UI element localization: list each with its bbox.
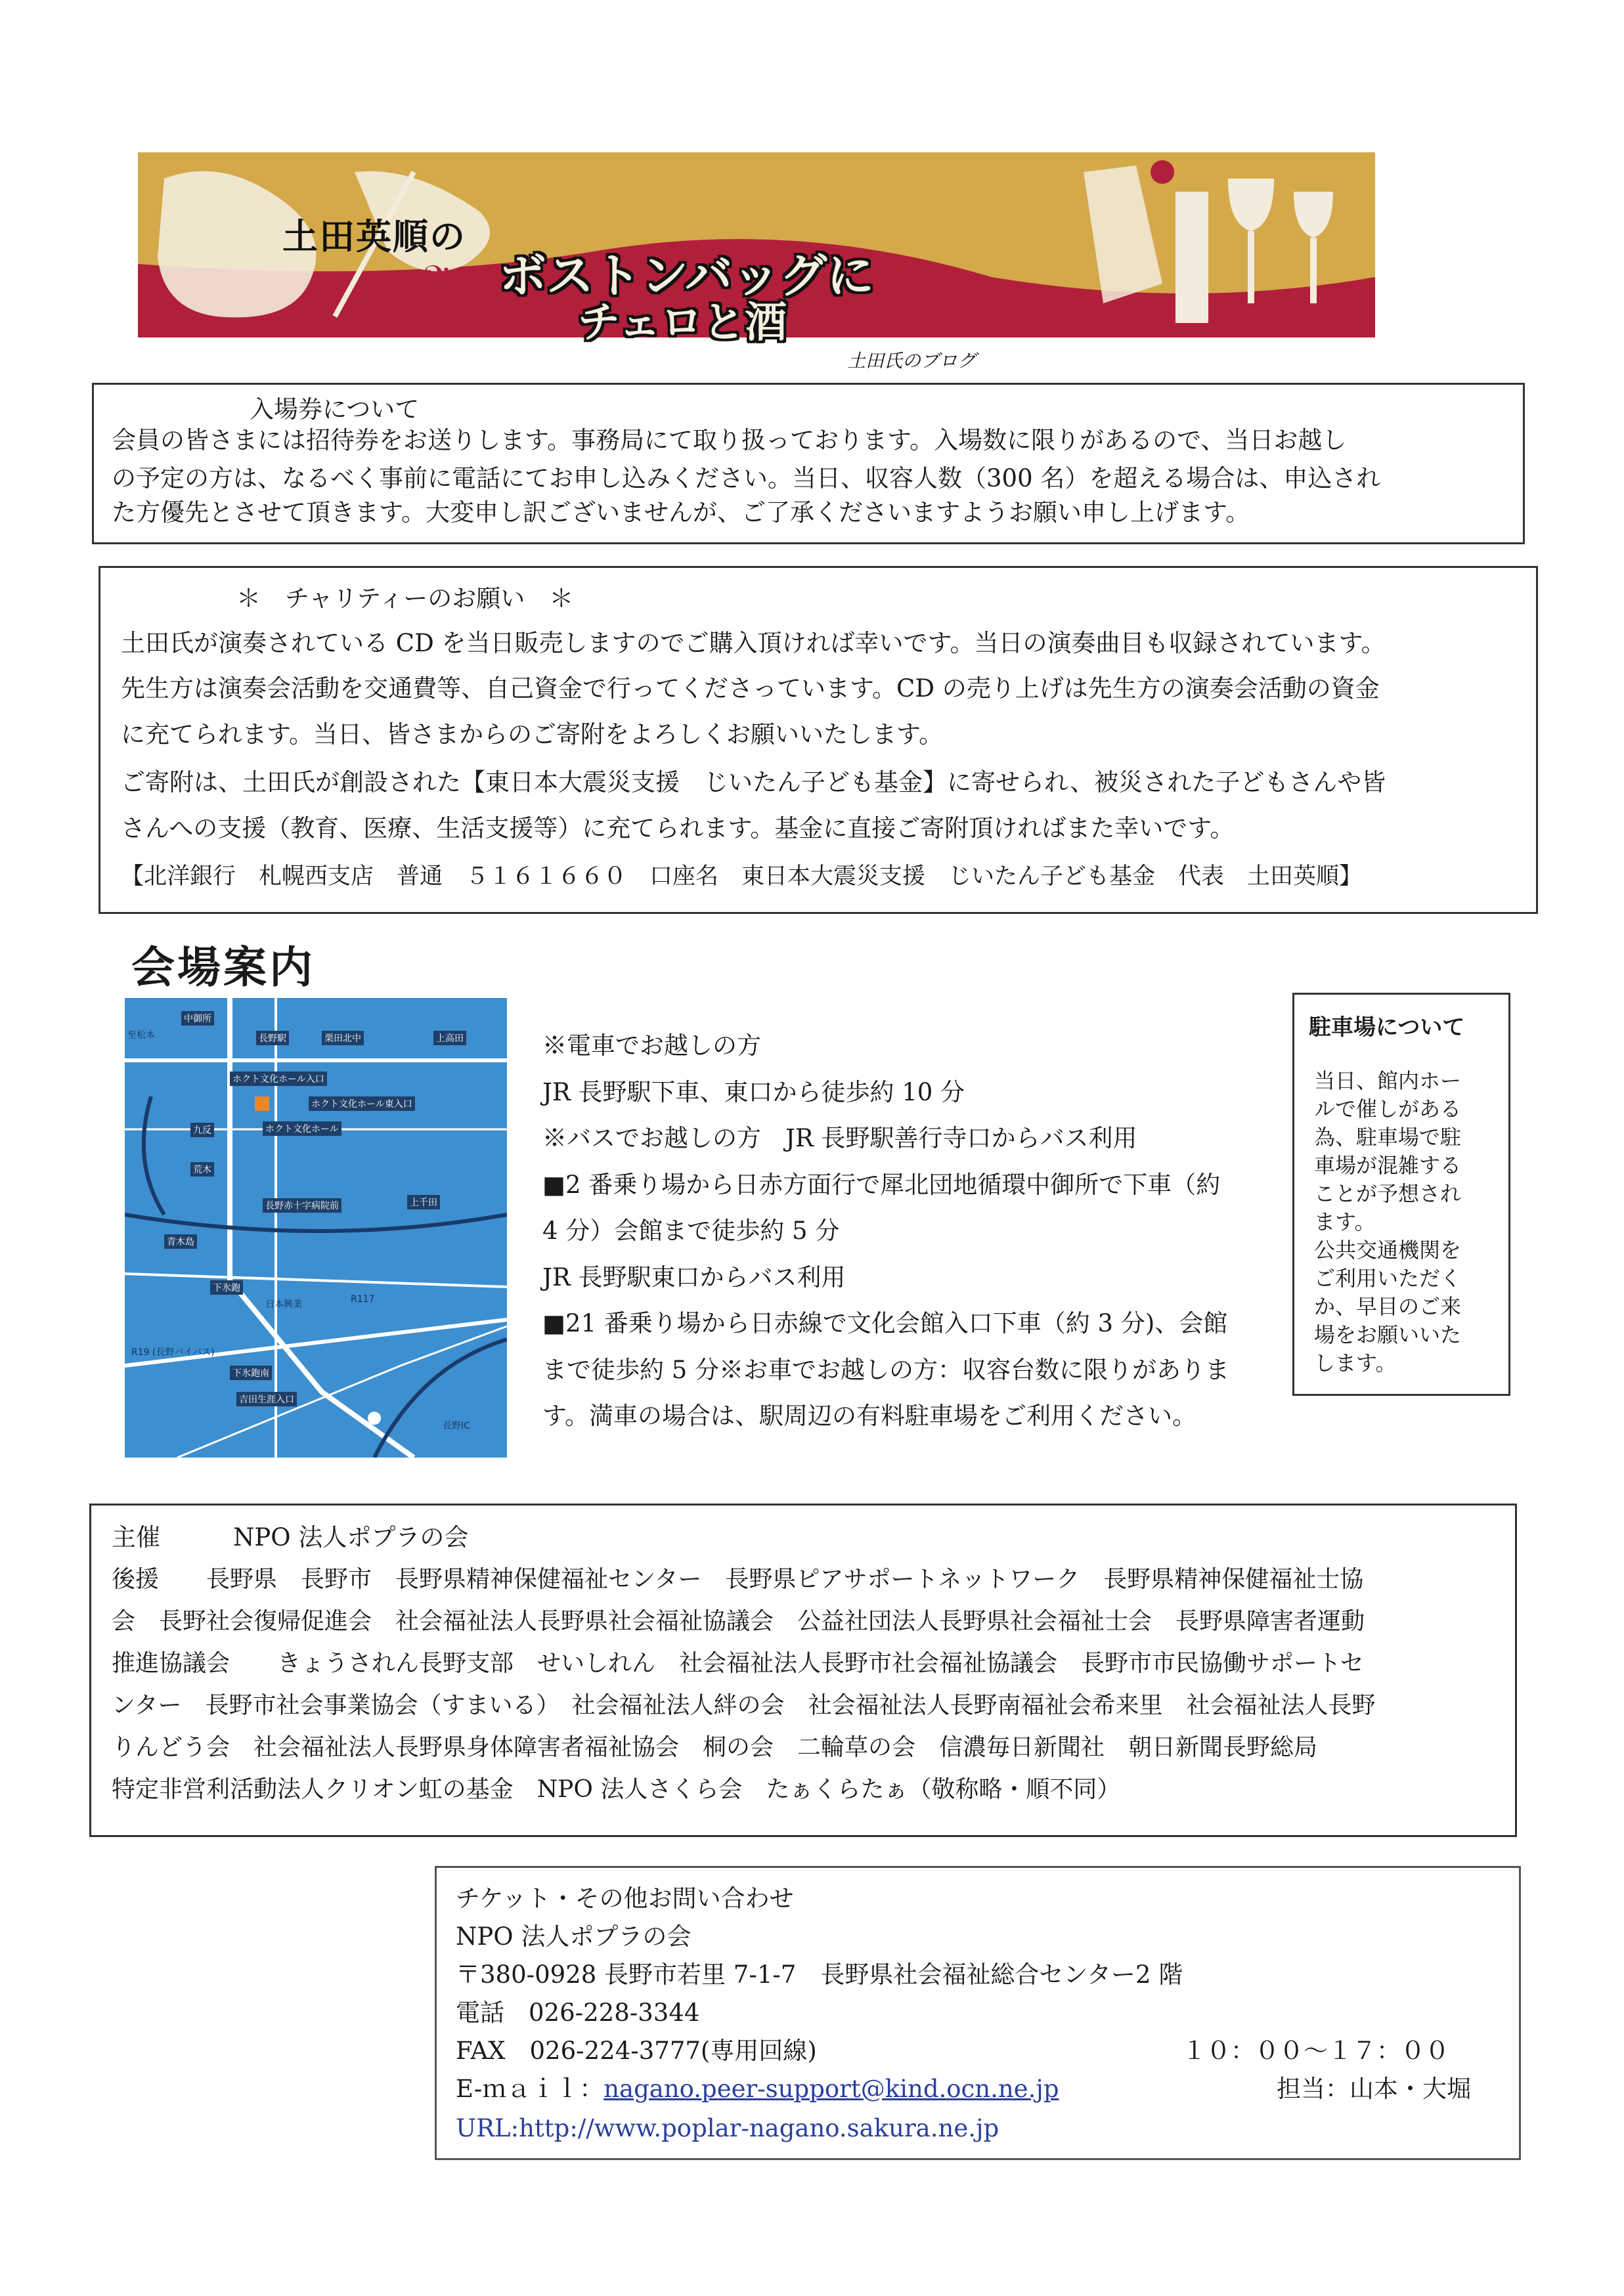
parking-text: [1314, 1067, 1461, 1377]
parking-line: ことが予想され: [1314, 1181, 1462, 1206]
directions-line: す。満車の場合は、駅周辺の有料駐車場をご利用ください。: [542, 1402, 1197, 1430]
directions-line: ■21 番乗り場から日赤線で文化会館入口下車（約 3 分)、会館: [542, 1309, 1228, 1337]
admission-line: 会員の皆さまには招待券をお送りします。事務局にて取り扱っております。入場数に限りがあるので、当日お越し: [112, 426, 1347, 454]
organizer-line: りんどう会 社会福祉法人長野県身体障害者福祉協会 桐の会 二輪草の会 信濃毎日新聞社 朝日新聞長野総局: [112, 1734, 1318, 1761]
contact-heading: チケット・その他お問い合わせ: [456, 1884, 794, 1913]
charity-line: に充てられます。当日、皆さまからのご寄附をよろしくお願いいたします。: [121, 720, 944, 748]
organizer-line: 会 長野社会復帰促進会 社会福祉法人長野県社会福祉協議会 公益社団法人長野県社会福祉士会 長野県障害者運動: [112, 1608, 1365, 1635]
organizer-host: 主催 NPO 法人ポプラの会: [112, 1523, 469, 1551]
charity-heading: ＊ チャリティーのお願い ＊: [236, 584, 574, 613]
organizer-line: 特定非営利活動法人クリオン虹の基金 NPO 法人さくら会 たぁくらたぁ（敬称略・順不同）: [112, 1776, 1121, 1803]
map-label: R19 (長野バイパス): [131, 1347, 215, 1358]
map-label: ホクト文化ホール入口: [230, 1072, 327, 1086]
directions-block: [542, 1023, 1229, 1440]
directions-line: まで徒歩約 5 分※お車でお越しの方：収容台数に限りがありま: [542, 1355, 1230, 1384]
venue-title: 会場案内: [131, 942, 315, 993]
map-label: 吉田生涯入口: [236, 1392, 297, 1406]
map-label: 九反: [190, 1123, 214, 1137]
organizer-line: 推進協議会 きょうされん長野支部 せいしれん 社会福祉法人長野市社会福祉協議会 長野市市民協働サポートセ: [112, 1650, 1364, 1677]
map-roads: [125, 998, 507, 1458]
parking-line: 場をお願いいた: [1314, 1322, 1462, 1347]
parking-heading: 駐車場について: [1309, 1014, 1465, 1041]
contact-hours: １０：００～１７：００: [1182, 2037, 1449, 2065]
map-label: ホクト文化ホール東入口: [309, 1096, 415, 1111]
email-link[interactable]: nagano.peer-support@kind.ocn.ne.jp: [604, 2075, 1059, 2103]
map-label: 栗田北中: [322, 1031, 364, 1045]
map-label: 日本興業: [265, 1299, 302, 1310]
contact-org: NPO 法人ポプラの会: [456, 1922, 691, 1951]
parking-line: 為、駐車場で駐: [1314, 1125, 1462, 1150]
map-label: 下氷鉋南: [230, 1366, 272, 1380]
map-label: ホクト文化ホール: [263, 1121, 341, 1136]
charity-line: 先生方は演奏会活動を交通費等、自己資金で行ってくださっています。CD の売り上げは先生方の演奏会活動の資金: [121, 674, 1380, 703]
map-label: 下氷鉋: [210, 1280, 243, 1295]
contact-fax: FAX 026-224-3777(専用回線): [456, 2037, 817, 2065]
blog-caption: 土田氏のブログ: [847, 350, 977, 372]
directions-line: JR 長野駅東口からバス利用: [542, 1263, 846, 1291]
directions-line: JR 長野駅下車、東口から徒歩約 10 分: [542, 1077, 965, 1106]
contact-email-row: [456, 2068, 1059, 2110]
map-label: 青木島: [164, 1234, 197, 1249]
parking-line: ます。: [1314, 1209, 1376, 1234]
svg-text:𝄢: 𝄢: [420, 257, 450, 311]
parking-line: か、早目のご来: [1314, 1294, 1462, 1319]
parking-line: ご利用いただく: [1314, 1266, 1462, 1291]
admission-heading: 入場券について: [250, 395, 420, 423]
map-label: 中御所: [181, 1011, 214, 1026]
parking-line: します。: [1314, 1351, 1397, 1375]
access-map: [125, 998, 507, 1458]
map-label: 至松本: [127, 1030, 155, 1041]
map-label: 荒木: [190, 1162, 214, 1177]
admission-line: た方優先とさせて頂きます。大変申し訳ございませんが、ご了承くださいますようお願い申し上げます。: [112, 498, 1250, 527]
parking-line: 公共交通機関を: [1314, 1238, 1462, 1263]
parking-line: 当日、館内ホー: [1314, 1068, 1462, 1093]
directions-line: ※電車でお越しの方: [542, 1031, 761, 1060]
banner-subtitle: 土田英順の: [282, 216, 466, 257]
map-label: 長野赤十字病院前: [263, 1198, 341, 1213]
directions-line: ■2 番乗り場から日赤方面行で犀北団地循環中御所で下車（約: [542, 1170, 1221, 1199]
map-label: 長野駅: [256, 1031, 289, 1045]
parking-line: ルで催しがある: [1314, 1096, 1462, 1121]
charity-line: 土田氏が演奏されている CD を当日販売しますのでご購入頂ければ幸いです。当日の演奏曲目も収録されています。: [121, 629, 1386, 657]
banner-title-line1: ボストンバッグに: [499, 248, 874, 303]
bank-account-line: 【北洋銀行 札幌西支店 普通 ５１６１６６０ 口座名 東日本大震災支援 じいたん子ども基金 代表 土田英順】: [121, 863, 1363, 890]
contact-address: 〒380-0928 長野市若里 7-1-7 長野県社会福祉総合センター2 階: [456, 1960, 1183, 1989]
contact-tel: 電話 026-228-3344: [456, 1999, 700, 2027]
parking-line: 車場が混雑する: [1314, 1153, 1462, 1178]
directions-line: 4 分）会館まで徒歩約 5 分: [542, 1217, 840, 1245]
map-label: 長野IC: [443, 1421, 470, 1431]
organizer-line: 後援 長野県 長野市 長野県精神保健福祉センター 長野県ピアサポートネットワーク 長野県精神保健福祉士協: [112, 1566, 1364, 1593]
organizer-line: ンター 長野市社会事業協会（すまいる） 社会福祉法人絆の会 社会福祉法人長野南福祉会希来里 社会福祉法人長野: [112, 1692, 1376, 1719]
charity-line: さんへの支援（教育、医療、生活支援等）に充てられます。基金に直接ご寄附頂ければまた幸いです。: [121, 814, 1235, 842]
website-link[interactable]: URL:http://www.poplar-nagano.sakura.ne.jp: [456, 2114, 999, 2142]
map-label: R117: [351, 1294, 375, 1305]
email-label: E-ｍａｉｌ：: [456, 2075, 604, 2103]
banner-title-line2: チェロと酒: [578, 299, 787, 347]
contact-staff: 担当：山本・大堀: [1277, 2075, 1471, 2103]
parking-box: [1292, 993, 1510, 1396]
directions-line: ※バスでお越しの方 JR 長野駅善行寺口からバス利用: [542, 1124, 1137, 1152]
charity-line: ご寄附は、土田氏が創設された【東日本大震災支援 じいたん子ども基金】に寄せられ、被災された子どもさんや皆: [121, 768, 1386, 796]
map-label: 上千田: [407, 1195, 440, 1209]
admission-line: の予定の方は、なるべく事前に電話にてお申し込みください。当日、収容人数（300 名）を超える場合は、申込され: [112, 464, 1381, 492]
map-label: 上高田: [433, 1031, 466, 1045]
